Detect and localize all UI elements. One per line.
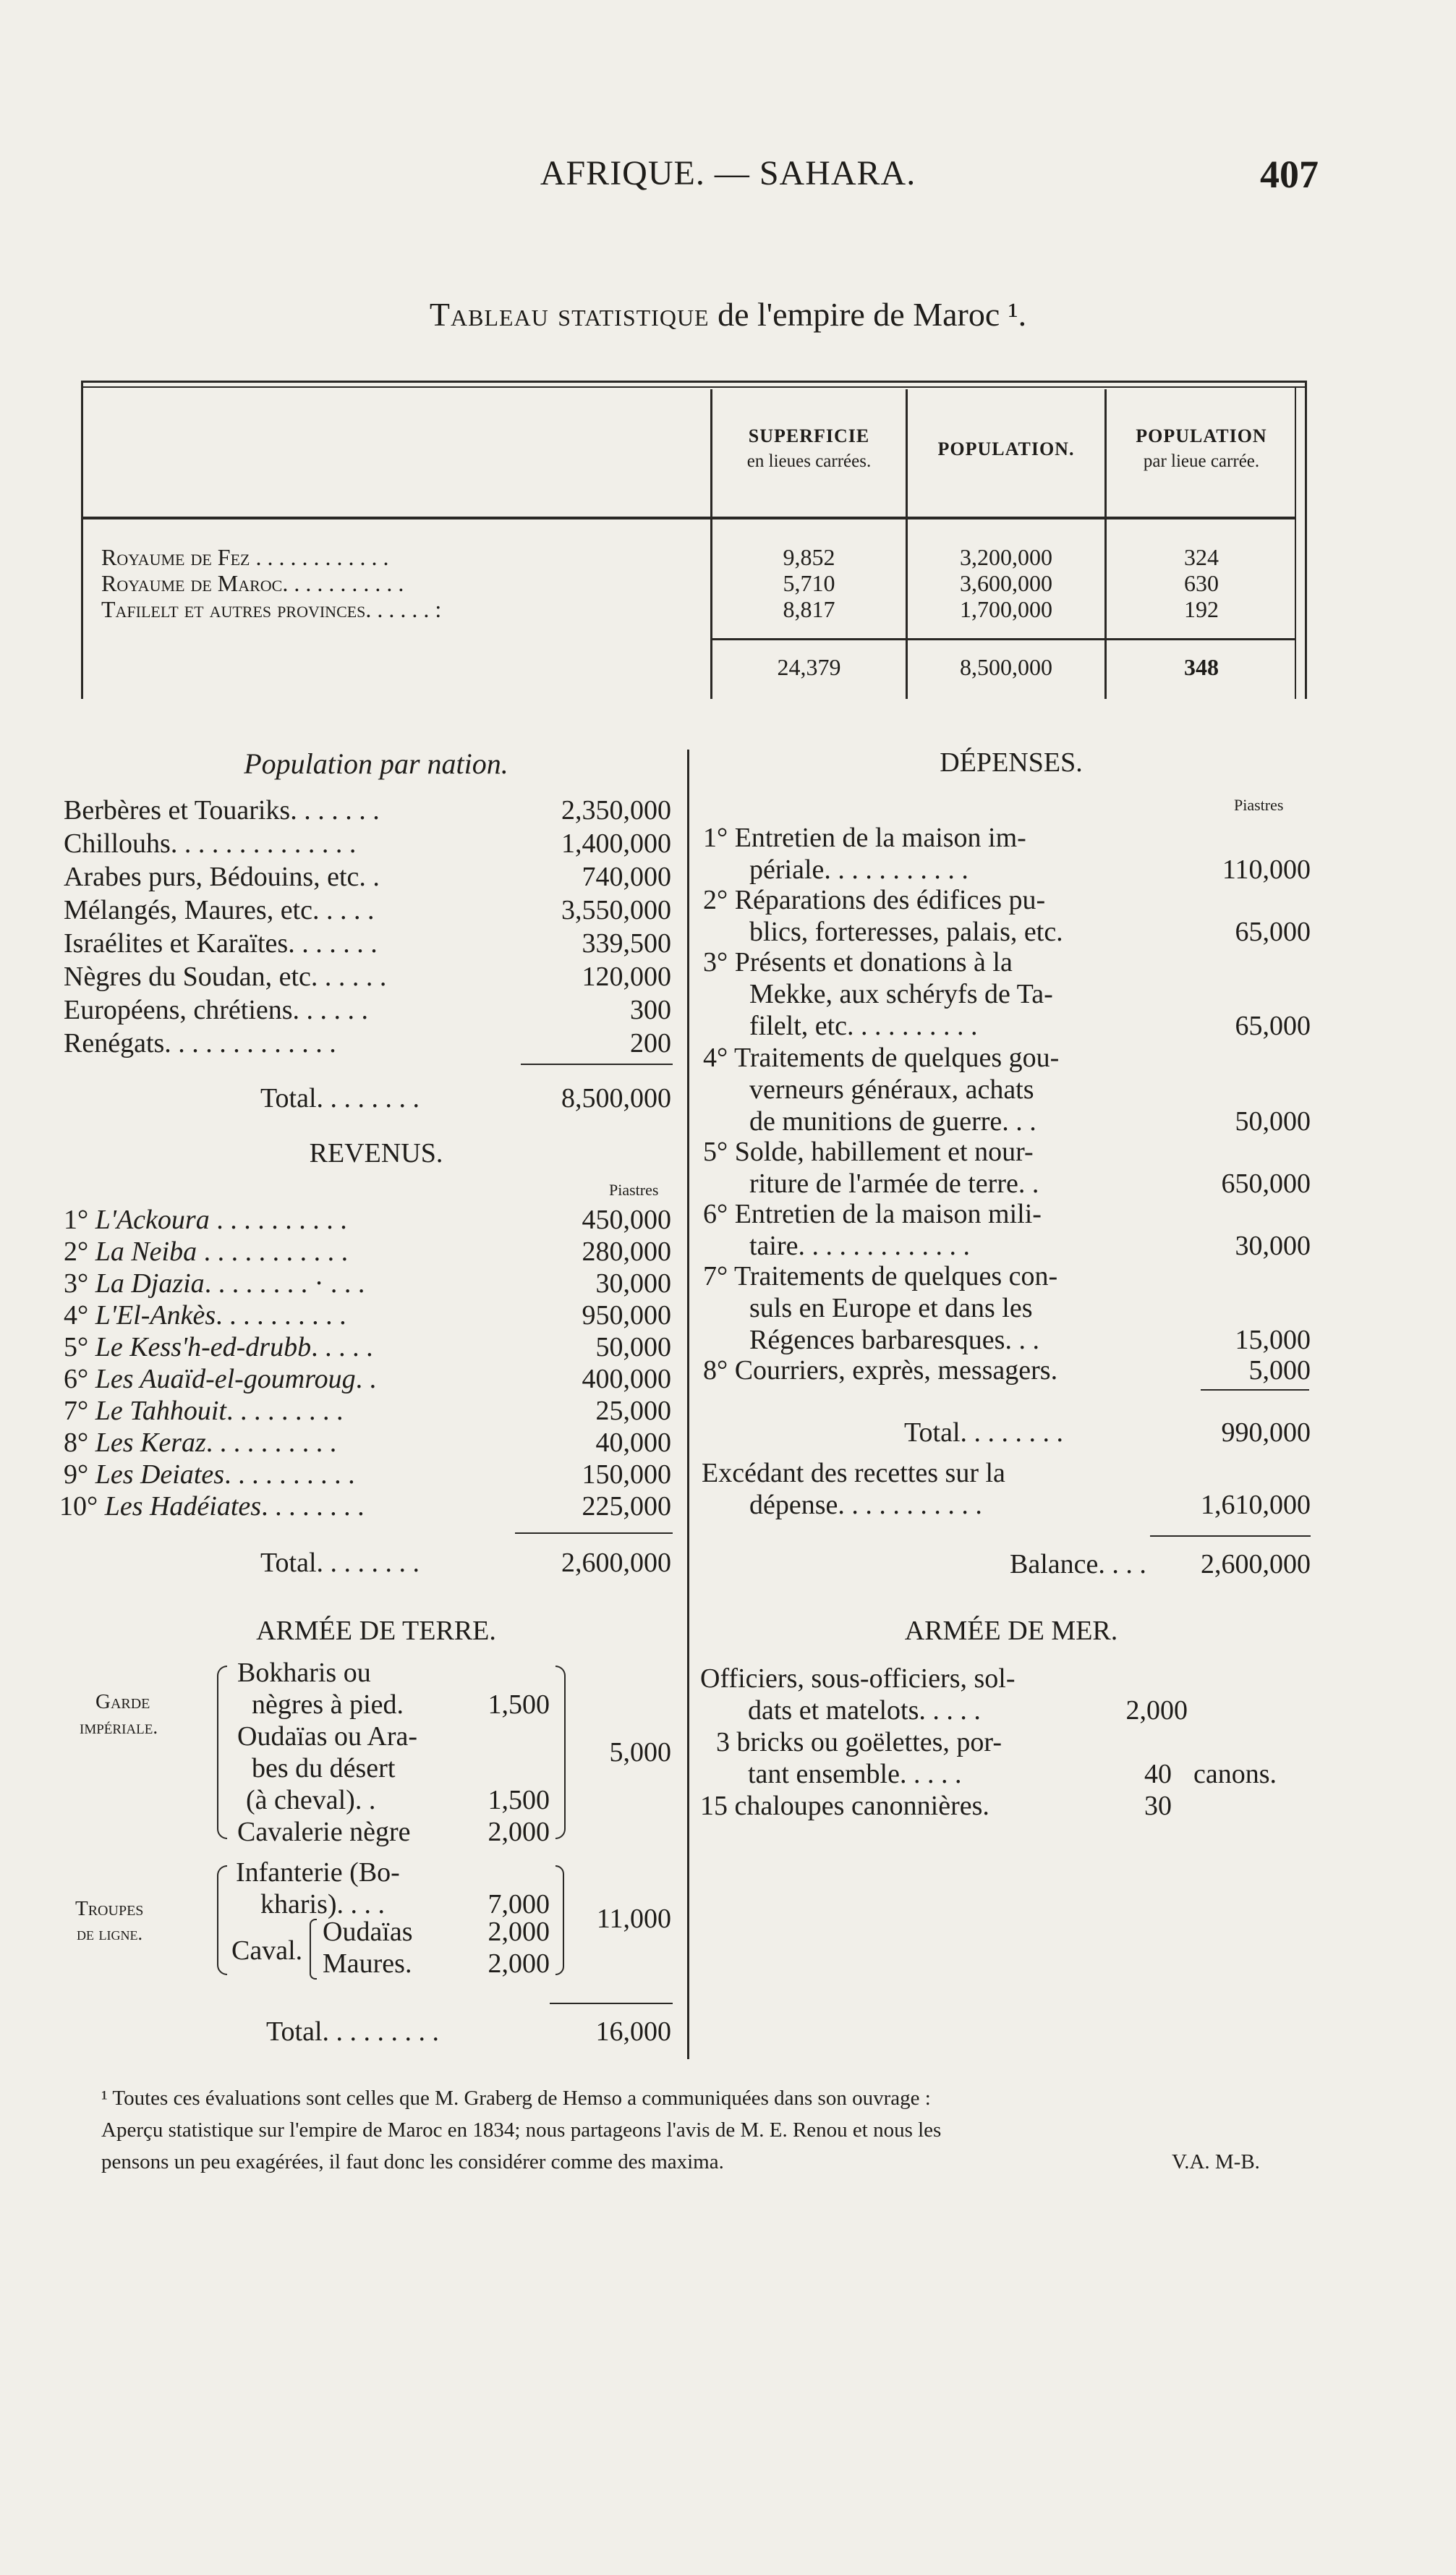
list-item: kharis). . . . (260, 1889, 386, 1919)
list-value: 40 (1144, 1759, 1172, 1789)
col-area-sub: en lieues carrées. (746, 451, 872, 471)
list-value: 200 (630, 1028, 671, 1059)
list-item: 2° Réparations des édifices pu- (703, 885, 1046, 915)
list-item: 1° Entretien de la maison im- (703, 823, 1026, 853)
list-value: 339,500 (582, 928, 671, 959)
list-item: 2° La Neiba . . . . . . . . . . . (64, 1236, 349, 1267)
list-value: 25,000 (595, 1396, 671, 1426)
armee-terre-total: 16,000 (595, 2016, 671, 2047)
footnote-line: pensons un peu exagérées, il faut donc les considérer comme des maxima. (101, 2150, 724, 2173)
list-value: 5,000 (1248, 1355, 1311, 1386)
ligne-label: Troupes (75, 1897, 144, 1920)
list-value: 1,400,000 (561, 828, 671, 859)
list-item-cont: riture de l'armée de terre. . (749, 1168, 1039, 1199)
list-item-cont: de munitions de guerre. . . (749, 1106, 1036, 1137)
list-item: 7° Le Tahhouit. . . . . . . . . (64, 1396, 344, 1426)
balance-label: Balance. . . . (1010, 1549, 1146, 1579)
list-item: Arabes purs, Bédouins, etc. . (64, 862, 380, 892)
list-value: 400,000 (582, 1364, 671, 1394)
list-item: Mélangés, Maures, etc. . . . . (64, 895, 375, 925)
list-item: 6° Entretien de la maison mili- (703, 1199, 1042, 1229)
population-total: 8,500,000 (561, 1083, 671, 1113)
armee-terre-total-label: Total. . . . . . . . . (266, 2016, 440, 2047)
list-value: 30 (1144, 1791, 1172, 1821)
list-value: 120,000 (582, 962, 671, 992)
list-value: 2,000 (488, 1817, 550, 1847)
list-item-cont: suls en Europe et dans les (749, 1293, 1033, 1323)
page-number: 407 (1260, 153, 1319, 196)
list-value: 2,000 (1125, 1695, 1188, 1726)
revenus-total-label: Total. . . . . . . . (260, 1548, 420, 1578)
list-item: Oudaïas (323, 1917, 413, 1947)
footnote-line: ¹ Toutes ces évaluations sont celles que M. Graberg de Hemso a communiquées dans son ouvrage : (101, 2087, 931, 2110)
list-item-cont: périale. . . . . . . . . . . (749, 854, 968, 885)
ligne-label-2: de ligne. (77, 1923, 142, 1944)
list-item: 7° Traitements de quelques con- (703, 1261, 1058, 1291)
statistics-table (81, 381, 1307, 699)
col-density-sub: par lieue carrée. (1143, 451, 1260, 471)
footnote-signature: V.A. M-B. (1172, 2150, 1260, 2173)
list-value: 50,000 (595, 1332, 671, 1362)
list-item-cont: blics, forteresses, palais, etc. (749, 917, 1063, 947)
list-value: 2,000 (488, 1948, 550, 1979)
list-item: 3 bricks ou goëlettes, por- (716, 1727, 1002, 1757)
col-area-head: SUPERFICIE (748, 425, 870, 446)
total-population: 8,500,000 (960, 654, 1052, 680)
armee-mer-title: ARMÉE DE MER. (904, 1616, 1118, 1646)
table-cell: 3,600,000 (960, 570, 1052, 596)
list-item: nègres à pied. (252, 1689, 404, 1720)
list-value: 225,000 (582, 1491, 671, 1522)
list-value: 1,500 (488, 1689, 550, 1720)
running-header: AFRIQUE. — SAHARA. (540, 154, 916, 192)
ligne-total: 11,000 (596, 1904, 671, 1934)
table-cell: 324 (1184, 544, 1219, 570)
list-value: 7,000 (488, 1889, 550, 1919)
list-item: Officiers, sous-officiers, sol- (700, 1663, 1016, 1694)
list-item: 4° L'El-Ankès. . . . . . . . . . (64, 1300, 346, 1331)
footnote-line: Aperçu statistique sur l'empire de Maroc en 1834; nous partageons l'avis de M. E. Renou et nous les (101, 2118, 942, 2142)
ligne-brace-right (555, 1865, 564, 1975)
caval-brace (310, 1919, 317, 1980)
list-item-cont: filelt, etc. . . . . . . . . . (749, 1011, 978, 1041)
list-item: 10° Les Hadéiates. . . . . . . . (59, 1491, 365, 1522)
list-value: 40,000 (595, 1428, 671, 1458)
list-item: tant ensemble. . . . . (748, 1759, 962, 1789)
list-item: Cavalerie nègre (237, 1817, 411, 1847)
garde-brace-right (555, 1666, 566, 1839)
list-value: 15,000 (1235, 1325, 1311, 1355)
list-value: 65,000 (1235, 1011, 1311, 1041)
list-value: 65,000 (1235, 917, 1311, 947)
list-value: 280,000 (582, 1236, 671, 1267)
list-item: Oudaïas ou Ara- (237, 1721, 418, 1752)
depenses-total: 990,000 (1221, 1417, 1311, 1448)
list-item-cont: Régences barbaresques. . . (749, 1325, 1039, 1355)
table-title-prefix: Tableau statistique (429, 296, 710, 333)
list-item-cont: Mekke, aux schéryfs de Ta- (749, 979, 1053, 1009)
list-item: 8° Courriers, exprès, messagers. (703, 1355, 1058, 1386)
table-row: Royaume de Maroc. . . . . . . . . . . (101, 570, 404, 596)
revenus-title: REVENUS. (309, 1138, 443, 1168)
list-unit: canons. (1193, 1759, 1277, 1789)
table-cell: 8,817 (783, 596, 835, 622)
list-value: 740,000 (582, 862, 671, 892)
list-value: 2,350,000 (561, 795, 671, 826)
list-value: 50,000 (1235, 1106, 1311, 1137)
list-item: 15 chaloupes canonnières. (700, 1791, 989, 1821)
column-divider (687, 750, 689, 2059)
table-cell: 9,852 (783, 544, 835, 570)
list-value: 650,000 (1221, 1168, 1311, 1199)
list-item: Européens, chrétiens. . . . . . (64, 995, 369, 1025)
ligne-brace (217, 1865, 227, 1975)
list-item: (à cheval). . (246, 1785, 376, 1815)
excedant-label: Excédant des recettes sur la (702, 1458, 1005, 1488)
list-item: 4° Traitements de quelques gou- (703, 1043, 1060, 1073)
depenses-unit: Piastres (1234, 796, 1284, 814)
col-density-head: POPULATION (1136, 425, 1267, 446)
table-cell: 192 (1184, 596, 1219, 622)
list-item: 3° La Djazia. . . . . . . . · . . . (64, 1268, 365, 1299)
list-value: 950,000 (582, 1300, 671, 1331)
armee-terre-title: ARMÉE DE TERRE. (256, 1616, 496, 1646)
table-cell: 630 (1184, 570, 1219, 596)
list-item: Berbères et Touariks. . . . . . . (64, 795, 380, 826)
population-total-label: Total. . . . . . . . (260, 1083, 420, 1113)
garde-label: Garde (95, 1690, 150, 1713)
table-cell: 3,200,000 (960, 544, 1052, 570)
list-item: Israélites et Karaïtes. . . . . . . (64, 928, 378, 959)
garde-total: 5,000 (609, 1737, 671, 1768)
list-item: Maures. (323, 1948, 412, 1979)
list-item: 5° Le Kess'h-ed-drubb. . . . . (64, 1332, 373, 1362)
list-item: 6° Les Auaïd-el-goumroug. . (64, 1364, 377, 1394)
balance-value: 2,600,000 (1201, 1549, 1311, 1579)
list-value: 300 (630, 995, 671, 1025)
total-density: 348 (1184, 654, 1219, 680)
list-value: 2,000 (488, 1917, 550, 1947)
garde-label-2: impériale. (80, 1716, 158, 1738)
list-value: 110,000 (1222, 854, 1311, 885)
list-item-cont: verneurs généraux, achats (749, 1074, 1034, 1105)
garde-brace (217, 1666, 227, 1839)
caval-label: Caval. (231, 1935, 303, 1966)
revenus-total: 2,600,000 (561, 1548, 671, 1578)
table-cell: 1,700,000 (960, 596, 1052, 622)
list-item-cont: taire. . . . . . . . . . . . . (749, 1231, 971, 1261)
list-item: Nègres du Soudan, etc. . . . . . (64, 962, 387, 992)
excedant-value: 1,610,000 (1201, 1490, 1311, 1520)
population-title: Population par nation. (244, 747, 508, 780)
list-item: bes du désert (252, 1753, 396, 1783)
depenses-title: DÉPENSES. (940, 747, 1083, 778)
list-value: 3,550,000 (561, 895, 671, 925)
list-item: 1° L'Ackoura . . . . . . . . . . (64, 1205, 347, 1235)
list-item: Infanterie (Bo- (236, 1857, 400, 1888)
revenus-unit: Piastres (609, 1181, 659, 1199)
list-value: 30,000 (1235, 1231, 1311, 1261)
list-item: 8° Les Keraz. . . . . . . . . . (64, 1428, 337, 1458)
list-value: 150,000 (582, 1459, 671, 1490)
list-item: 5° Solde, habillement et nour- (703, 1137, 1034, 1167)
table-row: Tafilelt et autres provinces. . . . . . : (101, 596, 442, 622)
list-item: Renégats. . . . . . . . . . . . . (64, 1028, 336, 1059)
list-value: 1,500 (488, 1785, 550, 1815)
total-area: 24,379 (777, 654, 841, 680)
excedant-label-cont: dépense. . . . . . . . . . . (749, 1490, 982, 1520)
list-item: 9° Les Deiates. . . . . . . . . . (64, 1459, 355, 1490)
list-item: Chillouhs. . . . . . . . . . . . . . (64, 828, 357, 859)
list-item: Bokharis ou (237, 1658, 371, 1688)
list-item: 3° Présents et donations à la (703, 947, 1013, 977)
table-title (0, 295, 1456, 334)
table-row: Royaume de Fez . . . . . . . . . . . . (101, 544, 389, 570)
table-cell: 5,710 (783, 570, 835, 596)
list-value: 30,000 (595, 1268, 671, 1299)
depenses-total-label: Total. . . . . . . . (904, 1417, 1064, 1448)
list-value: 450,000 (582, 1205, 671, 1235)
table-title-rest: de l'empire de Maroc ¹. (709, 296, 1027, 333)
col-pop-head: POPULATION. (937, 438, 1075, 459)
list-item: dats et matelots. . . . . (748, 1695, 981, 1726)
